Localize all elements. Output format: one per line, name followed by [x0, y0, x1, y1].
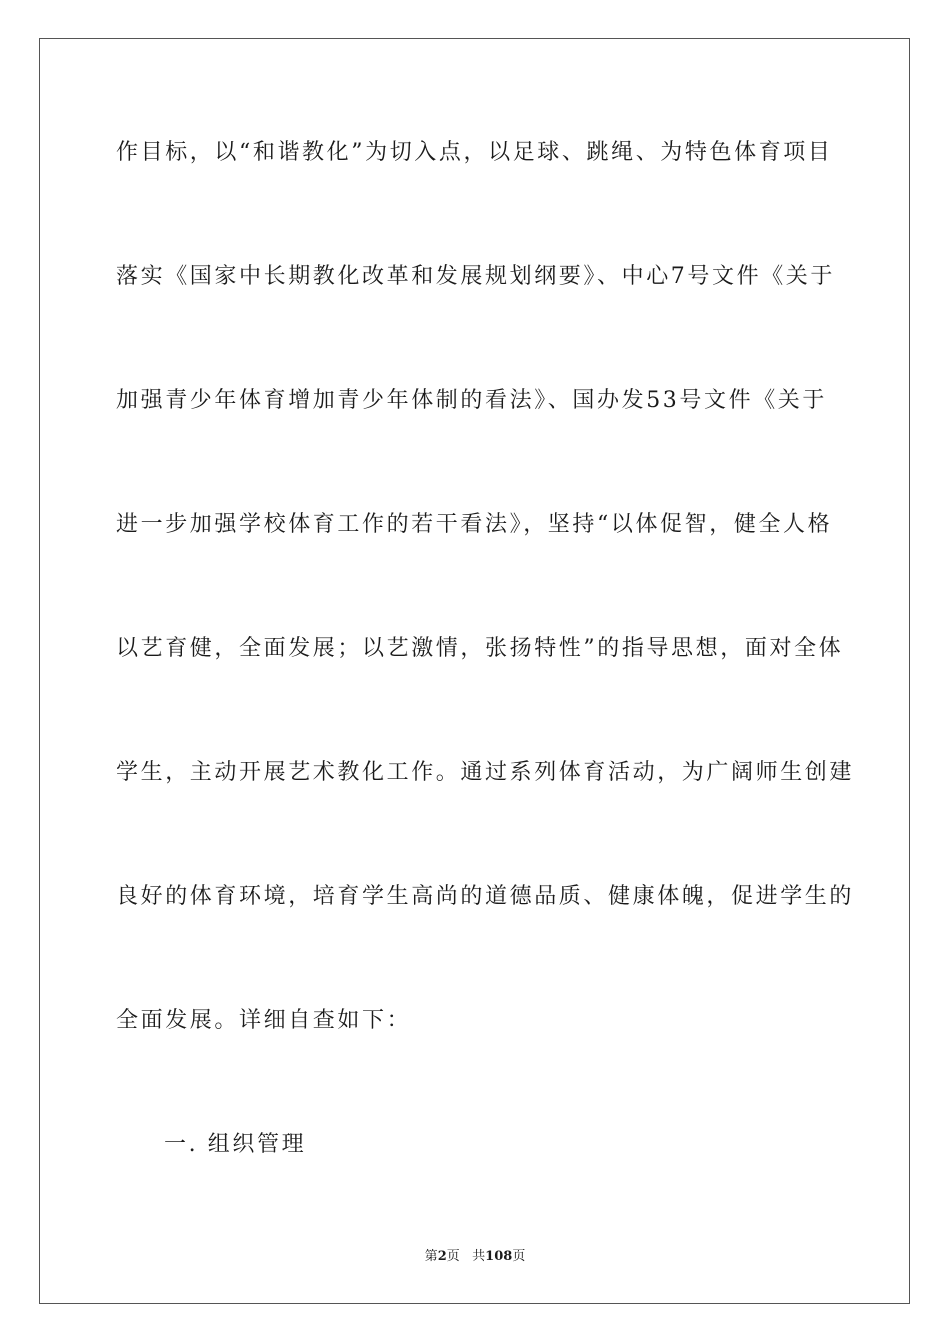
body-text-line-4: 进一步加强学校体育工作的若干看法》，坚持“以体促智，健全人格: [116, 512, 833, 537]
body-text-line-3: 加强青少年体育增加青少年体制的看法》、国办发53号文件《关于: [116, 388, 827, 413]
total-suffix: 页: [512, 1249, 526, 1264]
body-text-line-5: 以艺育健，全面发展；以艺激情，张扬特性”的指导思想，面对全体: [116, 636, 844, 661]
body-text-line-1: 作目标，以“和谐教化”为切入点，以足球、跳绳、为特色体育项目: [116, 140, 833, 165]
page-border: [39, 38, 910, 1304]
body-text-line-6: 学生，主动开展艺术教化工作。通过系列体育活动，为广阔师生创建: [116, 760, 855, 785]
body-text-line-8: 全面发展。详细自查如下：: [116, 1008, 412, 1033]
page-prefix: 第: [424, 1249, 438, 1264]
page-number: 2: [437, 1249, 447, 1264]
page-footer: [0, 1248, 950, 1266]
total-prefix: 共: [472, 1249, 486, 1264]
page-suffix: 页: [446, 1249, 460, 1264]
body-text-line-2: 落实《国家中长期教化改革和发展规划纲要》、中心7号文件《关于: [116, 264, 835, 289]
body-text-line-7: 良好的体育环境，培育学生高尚的道德品质、健康体魄，促进学生的: [116, 884, 855, 909]
section-heading: 一. 组织管理: [164, 1132, 307, 1157]
total-pages: 108: [485, 1249, 513, 1264]
